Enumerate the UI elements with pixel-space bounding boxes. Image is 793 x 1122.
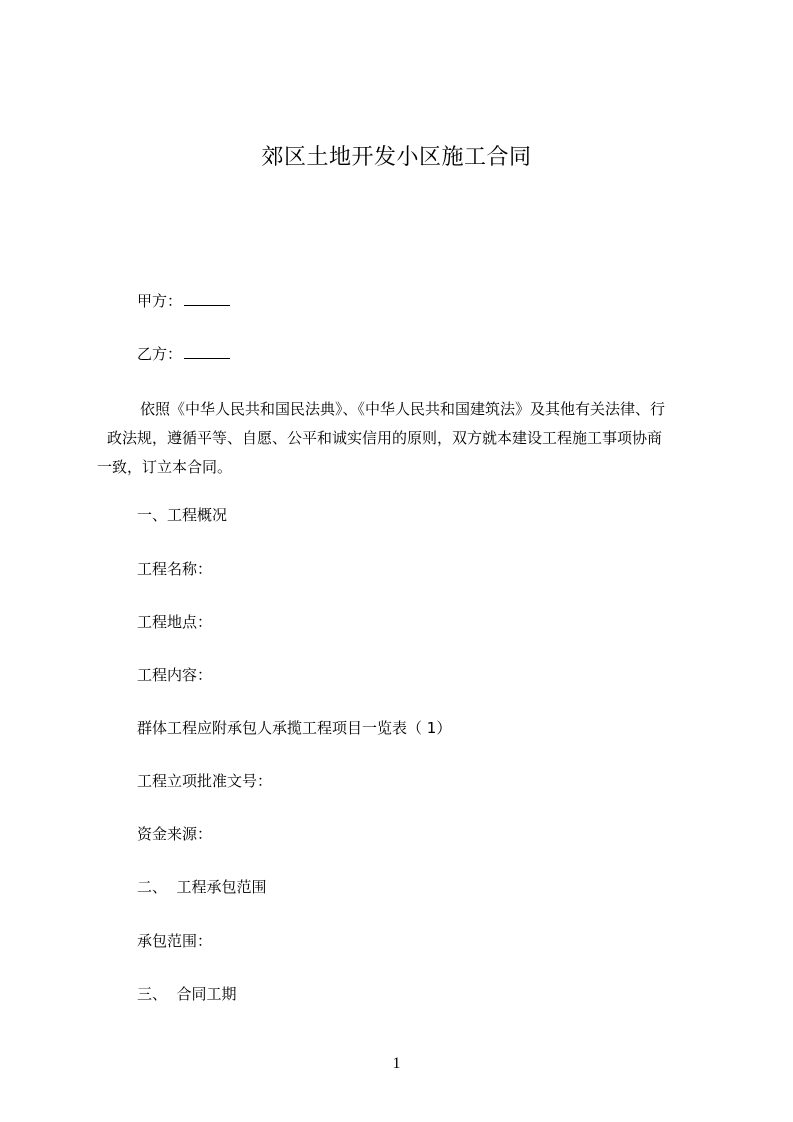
document-title: 郊区土地开发小区施工合同 xyxy=(261,145,532,170)
project-location-label: 工程地点： xyxy=(137,613,213,631)
section-2-heading: 二、 工程承包范围 xyxy=(137,878,267,896)
group-project-note: 群体工程应附承包人承揽工程项目一览表（ 1） xyxy=(137,719,452,737)
party-b-blank xyxy=(184,344,230,359)
project-content-label: 工程内容： xyxy=(137,666,213,684)
intro-paragraph xyxy=(97,395,703,482)
party-a-line xyxy=(137,291,230,311)
party-a-blank xyxy=(184,291,230,306)
party-b-label: 乙方： xyxy=(137,345,183,363)
approval-number-label: 工程立项批准文号： xyxy=(137,772,273,790)
project-name-label: 工程名称： xyxy=(137,560,213,578)
party-a-label: 甲方： xyxy=(137,292,183,310)
scope-label: 承包范围： xyxy=(137,932,213,950)
section-3-heading: 三、 合同工期 xyxy=(137,985,237,1003)
section-1-heading: 一、工程概况 xyxy=(137,506,228,524)
intro-line-1: 依照《中华人民共和国民法典》、《中华人民共和国建筑法》及其他有关法律、行 xyxy=(140,400,666,418)
party-b-line xyxy=(137,344,230,364)
intro-line-2: 政法规，遵循平等、自愿、公平和诚实信用的原则，双方就本建设工程施工事项协商 xyxy=(107,429,663,447)
page-number: 1 xyxy=(392,1055,401,1072)
intro-line-3: 一致，订立本合同。 xyxy=(97,458,233,476)
funding-source-label: 资金来源： xyxy=(137,825,213,843)
